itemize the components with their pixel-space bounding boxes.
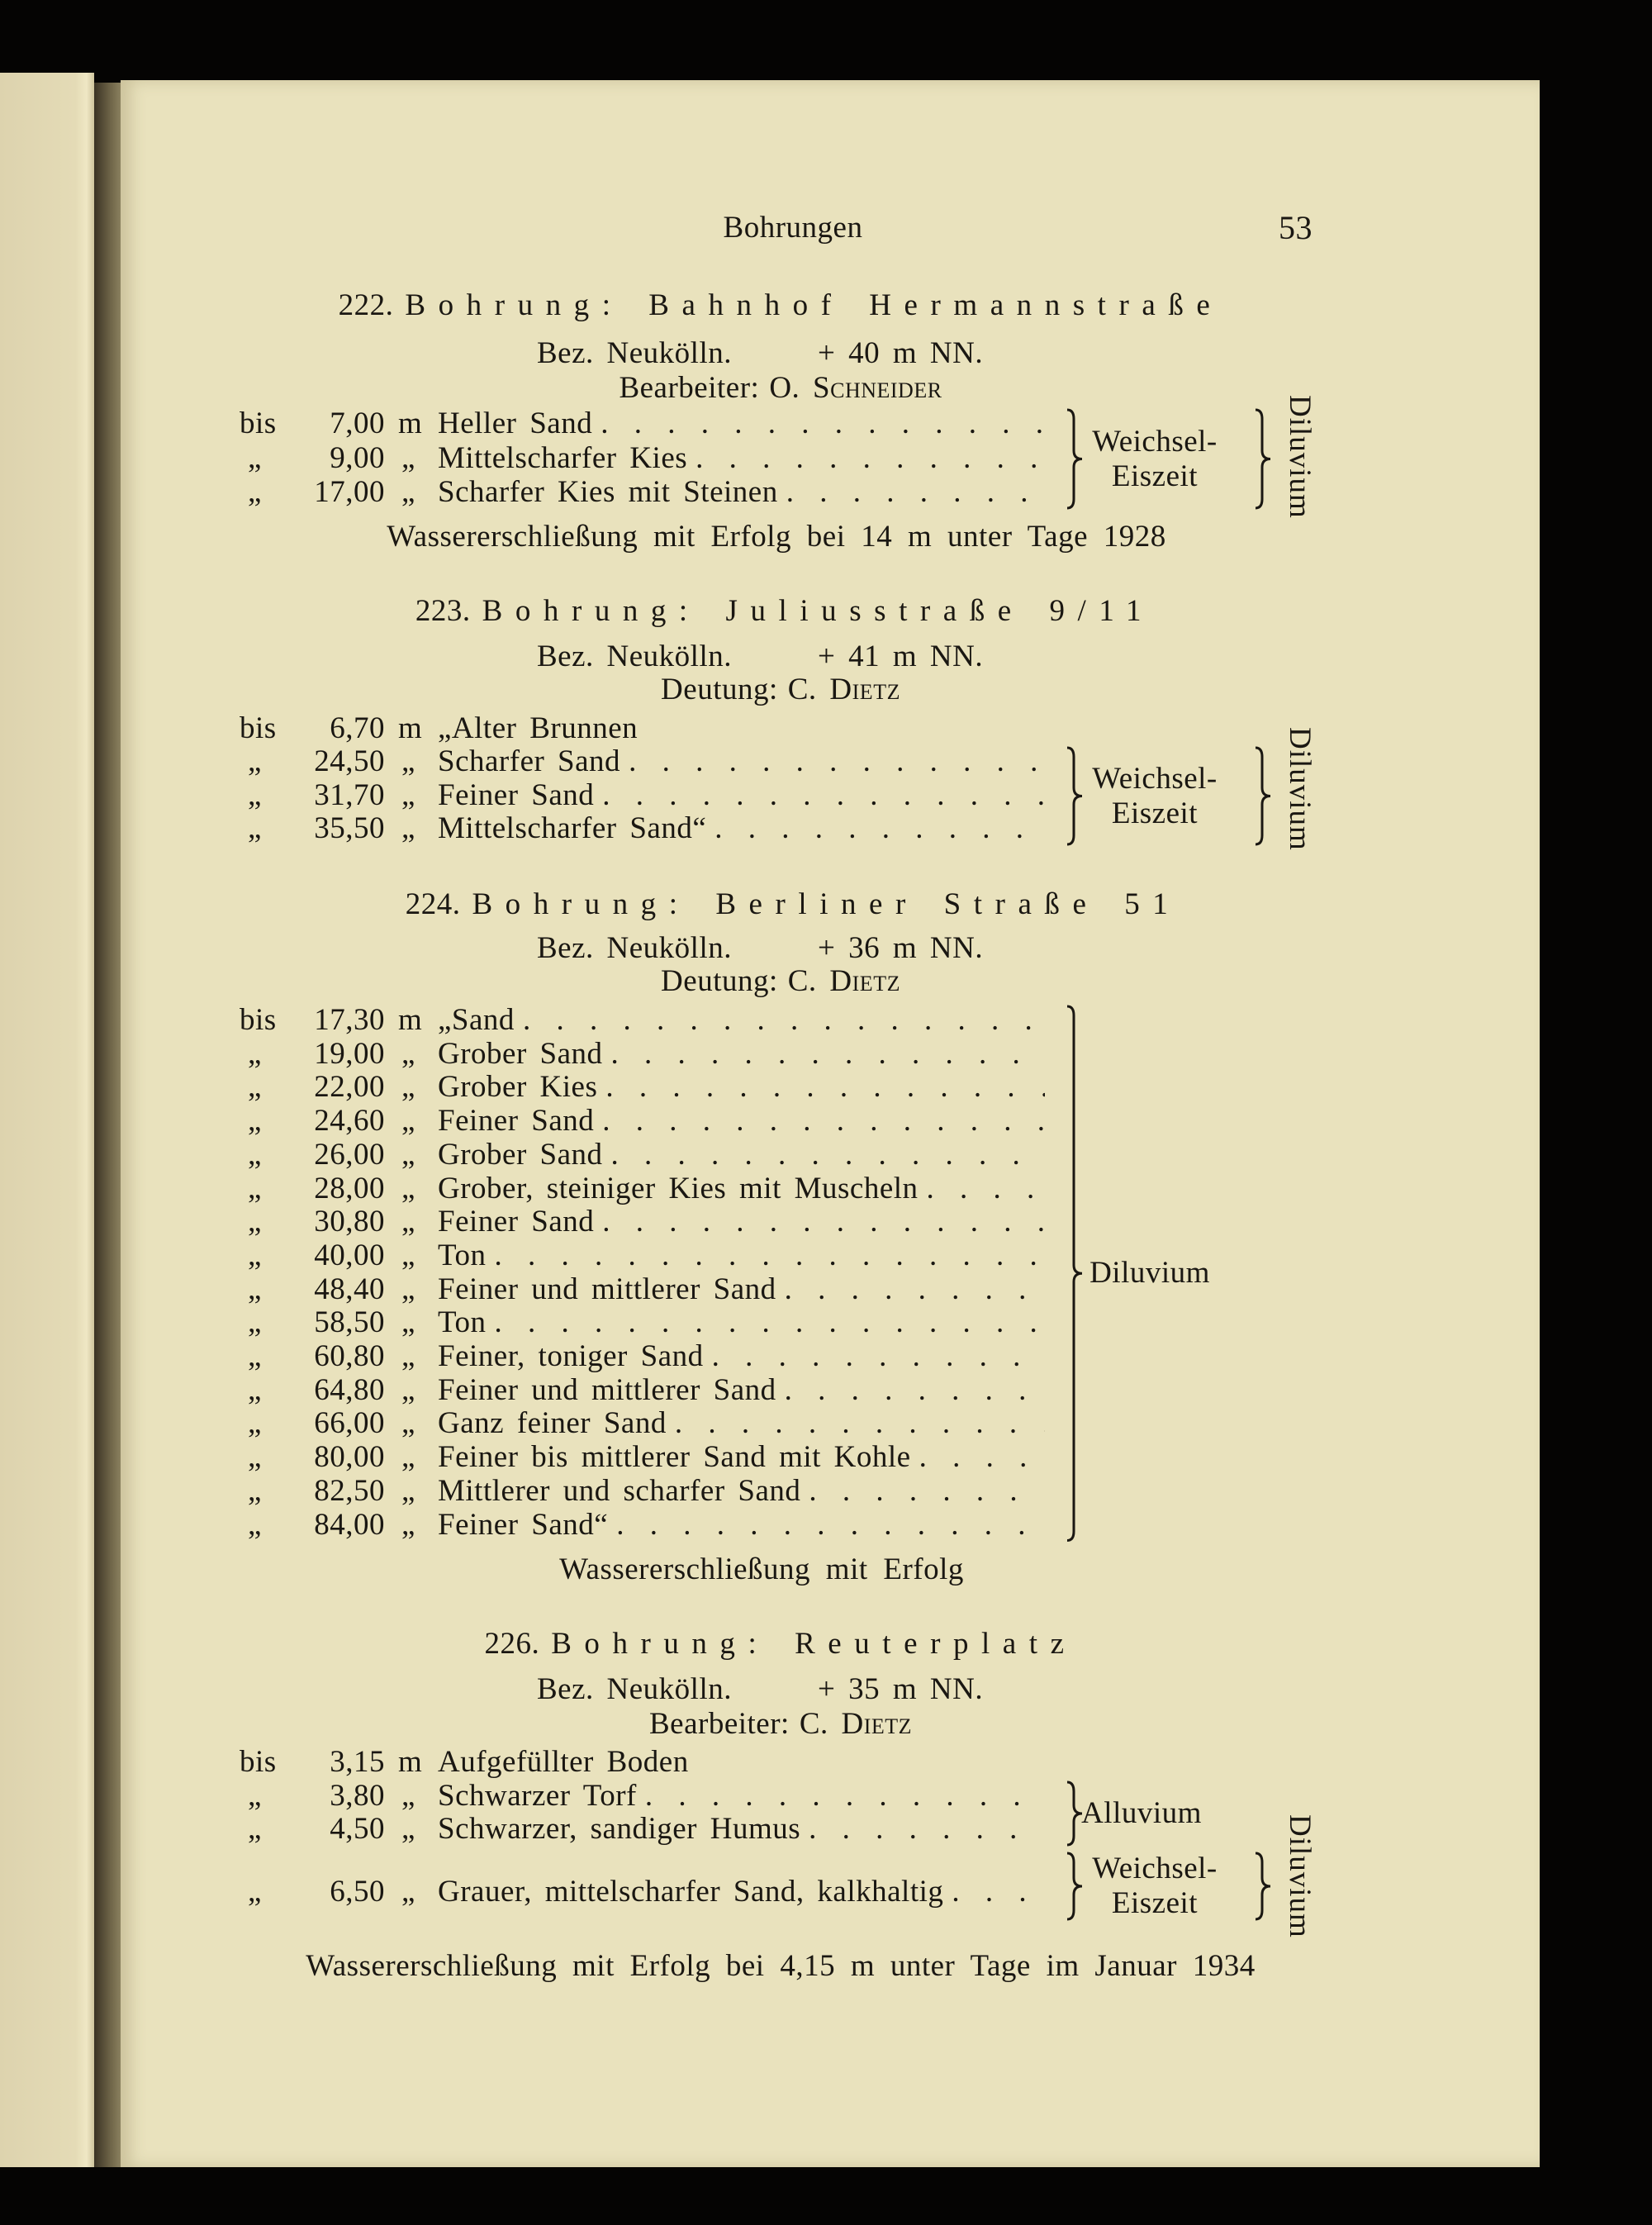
- section-heading: [406, 888, 1181, 921]
- dot-leader: [675, 1407, 1045, 1440]
- row-prefix: „: [248, 1238, 262, 1272]
- dot-leader: [919, 1441, 1045, 1474]
- layer-name: Schwarzer, sandiger Humus: [438, 1813, 801, 1846]
- dot-leader: [602, 1205, 1045, 1238]
- row-depth: 17,00: [314, 475, 385, 509]
- era-label-vertical: Diluvium: [1283, 395, 1317, 519]
- row-prefix: „: [248, 1070, 262, 1105]
- row-unit: m: [398, 1745, 423, 1779]
- row-depth: 7,00: [330, 406, 385, 440]
- layer-name: Aufgefüllter Boden: [438, 1746, 689, 1779]
- dot-leader: [952, 1876, 1045, 1909]
- row-unit: „: [401, 778, 415, 812]
- layer-name: Feiner und mittlerer Sand: [438, 1272, 776, 1306]
- layer-name: Grober Sand: [438, 1037, 603, 1071]
- row-depth: 66,00: [314, 1406, 385, 1441]
- row-layer: [438, 779, 1045, 812]
- row-depth: 80,00: [314, 1440, 385, 1475]
- row-unit: „: [401, 1372, 415, 1407]
- layer-name: Feiner Sand: [438, 1205, 595, 1239]
- era-brace: [1254, 1852, 1272, 1920]
- dot-leader: [645, 1780, 1045, 1813]
- row-unit: „: [401, 744, 415, 778]
- layer-name: Feiner Sand“: [438, 1508, 609, 1542]
- dot-leader: [629, 745, 1045, 778]
- row-depth: 3,80: [330, 1779, 385, 1813]
- row-layer: [438, 1004, 1045, 1037]
- result-line: Wassererschließung mit Erfolg bei 14 m unter Tage 1928: [387, 520, 1166, 554]
- dot-leader: [927, 1172, 1045, 1205]
- row-prefix: „: [248, 1779, 262, 1813]
- layer-name: Mittelscharfer Kies: [438, 442, 688, 475]
- row-depth: 30,80: [314, 1205, 385, 1239]
- row-depth: 31,70: [314, 778, 385, 812]
- row-prefix: „: [248, 441, 262, 475]
- credit-name: C. Dietz: [787, 964, 900, 998]
- stratum-label: Weichsel-: [1092, 761, 1218, 796]
- row-prefix: bis: [240, 406, 277, 440]
- row-depth: 40,00: [314, 1238, 385, 1272]
- row-unit: „: [401, 1137, 415, 1172]
- credit-line: [661, 965, 900, 998]
- row-unit: „: [401, 1070, 415, 1105]
- elevation: + 35 m NN.: [818, 1672, 984, 1706]
- row-prefix: „: [248, 1812, 262, 1846]
- credit-label: Deutung:: [661, 964, 778, 998]
- stratum-brace: [1066, 1006, 1084, 1542]
- row-unit: „: [401, 1036, 415, 1071]
- era-label-vertical: Diluvium: [1283, 1814, 1317, 1938]
- dot-leader: [605, 1071, 1045, 1104]
- elevation: + 36 m NN.: [818, 931, 984, 965]
- row-depth: 4,50: [330, 1812, 385, 1846]
- credit-name: O. Schneider: [769, 371, 942, 405]
- page-number: 53: [1279, 209, 1313, 246]
- row-unit: m: [398, 406, 423, 440]
- row-prefix: „: [248, 1272, 262, 1306]
- stratum-brace: [1066, 1852, 1084, 1920]
- row-layer: [438, 1746, 1181, 1779]
- row-layer: [438, 1306, 1045, 1339]
- era-label-vertical: Diluvium: [1283, 727, 1317, 851]
- row-layer: [438, 1509, 1045, 1542]
- row-layer: [438, 745, 1045, 778]
- elevation: + 40 m NN.: [818, 336, 984, 370]
- row-layer: [438, 1105, 1045, 1138]
- row-unit: „: [401, 811, 415, 845]
- row-depth: 24,50: [314, 744, 385, 778]
- result-line: Wassererschließung mit Erfolg: [559, 1552, 964, 1586]
- row-depth: 22,00: [314, 1070, 385, 1105]
- row-prefix: „: [248, 1473, 262, 1508]
- row-layer: [438, 1273, 1045, 1306]
- row-layer: [438, 1139, 1045, 1172]
- row-unit: „: [401, 1473, 415, 1508]
- row-unit: „: [401, 1875, 415, 1909]
- layer-name: „Sand: [438, 1004, 515, 1037]
- row-unit: „: [401, 1238, 415, 1272]
- section-title: Bohrung: Reuterplatz: [551, 1627, 1077, 1661]
- section-heading: [339, 289, 1223, 322]
- dot-leader: [785, 1273, 1045, 1306]
- row-unit: „: [401, 1440, 415, 1475]
- running-title: Bohrungen: [723, 211, 863, 245]
- section-number: 223.: [415, 594, 471, 628]
- row-prefix: „: [248, 811, 262, 845]
- dot-leader: [695, 442, 1045, 475]
- dot-leader: [616, 1509, 1045, 1542]
- dot-leader: [495, 1239, 1045, 1272]
- row-depth: 82,50: [314, 1473, 385, 1508]
- stratum-label: Diluvium: [1089, 1256, 1210, 1291]
- credit-label: Bearbeiter:: [648, 1707, 790, 1741]
- credit-line: [649, 1708, 912, 1741]
- credit-line: [661, 673, 900, 706]
- row-depth: 24,60: [314, 1104, 385, 1139]
- row-prefix: „: [248, 744, 262, 778]
- row-layer: [438, 1340, 1045, 1373]
- row-layer: [438, 1038, 1045, 1071]
- credit-name: C. Dietz: [787, 673, 900, 706]
- elevation: + 41 m NN.: [818, 639, 984, 673]
- row-prefix: „: [248, 1137, 262, 1172]
- row-unit: m: [398, 711, 423, 745]
- row-depth: 64,80: [314, 1372, 385, 1407]
- row-prefix: „: [248, 475, 262, 509]
- row-layer: [438, 1407, 1045, 1440]
- dot-leader: [602, 1105, 1045, 1138]
- dot-leader: [714, 812, 1045, 845]
- row-depth: 35,50: [314, 811, 385, 845]
- row-layer: [438, 1239, 1045, 1272]
- row-prefix: „: [248, 778, 262, 812]
- credit-label: Bearbeiter:: [619, 371, 760, 405]
- layer-name: Schwarzer Torf: [438, 1780, 637, 1813]
- row-layer: [438, 712, 1181, 745]
- layer-name: Grober, steiniger Kies mit Muscheln: [438, 1172, 919, 1205]
- row-layer: [438, 1813, 1045, 1846]
- row-prefix: „: [248, 1171, 262, 1205]
- row-unit: „: [401, 1104, 415, 1139]
- row-unit: m: [398, 1003, 423, 1037]
- stratum-label: Alluvium: [1081, 1796, 1202, 1830]
- row-prefix: „: [248, 1036, 262, 1071]
- row-layer: [438, 1205, 1045, 1238]
- layer-name: Heller Sand: [438, 407, 593, 440]
- row-layer: [438, 812, 1045, 845]
- layer-name: Scharfer Kies mit Steinen: [438, 476, 778, 509]
- row-unit: „: [401, 475, 415, 509]
- stratum-brace: [1066, 747, 1084, 845]
- row-layer: [438, 1441, 1045, 1474]
- layer-name: Feiner Sand: [438, 779, 595, 812]
- row-depth: 6,70: [330, 711, 385, 745]
- row-unit: „: [401, 1779, 415, 1813]
- stratum-label: Eiszeit: [1111, 796, 1199, 830]
- row-depth: 48,40: [314, 1272, 385, 1306]
- row-unit: „: [401, 1305, 415, 1340]
- section-title: Bohrung: Bahnhof Hermannstraße: [405, 288, 1223, 322]
- row-unit: „: [401, 1406, 415, 1441]
- row-unit: „: [401, 1507, 415, 1542]
- location: Bez. Neukölln.: [537, 931, 732, 965]
- stratum-label: Weichsel-: [1092, 1852, 1218, 1885]
- section-number: 226.: [484, 1627, 540, 1661]
- row-depth: 26,00: [314, 1137, 385, 1172]
- row-prefix: „: [248, 1372, 262, 1407]
- row-depth: 60,80: [314, 1339, 385, 1373]
- previous-page-edge: [0, 73, 94, 2167]
- layer-name: Ganz feiner Sand: [438, 1407, 667, 1441]
- row-prefix: bis: [240, 1745, 277, 1779]
- layer-name: Feiner, toniger Sand: [438, 1340, 704, 1373]
- row-layer: [438, 1876, 1045, 1909]
- section-number: 222.: [338, 288, 394, 322]
- row-prefix: „: [248, 1104, 262, 1139]
- layer-name: Grauer, mittelscharfer Sand, kalkhaltig: [438, 1876, 944, 1909]
- book-gutter: [94, 83, 121, 2167]
- layer-name: „Alter Brunnen: [438, 712, 638, 745]
- layer-name: Feiner Sand: [438, 1105, 595, 1139]
- row-prefix: „: [248, 1406, 262, 1441]
- layer-name: Feiner bis mittlerer Sand mit Kohle: [438, 1441, 911, 1475]
- row-unit: „: [401, 1171, 415, 1205]
- section-title: Bohrung: Juliusstraße 9/11: [482, 594, 1155, 628]
- layer-name: Ton: [438, 1238, 487, 1272]
- layer-name: Ton: [438, 1306, 487, 1340]
- credit-label: Deutung:: [661, 673, 778, 706]
- location: Bez. Neukölln.: [537, 639, 732, 673]
- dot-leader: [785, 1374, 1045, 1407]
- stratum-label: Eiszeit: [1111, 1886, 1199, 1920]
- dot-leader: [611, 1038, 1045, 1071]
- row-layer: [438, 1071, 1045, 1104]
- layer-name: Grober Sand: [438, 1138, 603, 1172]
- era-brace: [1254, 747, 1272, 845]
- section-heading: [484, 1628, 1076, 1661]
- row-prefix: bis: [240, 711, 277, 745]
- dot-leader: [712, 1340, 1045, 1373]
- row-depth: 9,00: [330, 441, 385, 475]
- row-layer: [438, 442, 1045, 475]
- row-depth: 19,00: [314, 1036, 385, 1071]
- row-layer: [438, 1172, 1045, 1205]
- stratum-brace: [1066, 409, 1084, 509]
- layer-name: Feiner und mittlerer Sand: [438, 1373, 776, 1407]
- result-line: Wassererschließung mit Erfolg bei 4,15 m unter Tage im Januar 1934: [306, 1949, 1256, 1983]
- dot-leader: [611, 1139, 1045, 1172]
- layer-name: Mittlerer und scharfer Sand: [438, 1474, 801, 1508]
- row-unit: „: [401, 1339, 415, 1373]
- section-number: 224.: [405, 887, 461, 921]
- stratum-label: Eiszeit: [1111, 459, 1199, 493]
- dot-leader: [809, 1475, 1045, 1508]
- stratum-label: Weichsel-: [1092, 424, 1218, 459]
- row-depth: 84,00: [314, 1507, 385, 1542]
- row-prefix: „: [248, 1305, 262, 1340]
- credit-line: [619, 372, 942, 405]
- row-prefix: „: [248, 1339, 262, 1373]
- section-heading: [415, 595, 1154, 628]
- row-depth: 58,50: [314, 1305, 385, 1340]
- layer-name: Mittelscharfer Sand“: [438, 812, 707, 845]
- row-unit: „: [401, 1272, 415, 1306]
- dot-leader: [601, 407, 1045, 440]
- row-prefix: bis: [240, 1003, 277, 1037]
- dot-leader: [523, 1004, 1045, 1037]
- row-unit: „: [401, 441, 415, 475]
- row-layer: [438, 1475, 1045, 1508]
- row-depth: 17,30: [314, 1003, 385, 1037]
- dot-leader: [495, 1306, 1045, 1339]
- row-depth: 28,00: [314, 1171, 385, 1205]
- layer-name: Grober Kies: [438, 1071, 598, 1105]
- dot-leader: [809, 1813, 1045, 1846]
- row-layer: [438, 1780, 1045, 1813]
- location: Bez. Neukölln.: [537, 336, 732, 370]
- row-layer: [438, 1374, 1045, 1407]
- dot-leader: [786, 476, 1045, 509]
- credit-name: C. Dietz: [799, 1707, 913, 1741]
- layer-name: Scharfer Sand: [438, 745, 621, 778]
- row-depth: 3,15: [330, 1745, 385, 1779]
- era-brace: [1254, 409, 1272, 509]
- row-prefix: „: [248, 1875, 262, 1909]
- row-layer: [438, 476, 1045, 509]
- location: Bez. Neukölln.: [537, 1672, 732, 1706]
- section-title: Bohrung: Berliner Straße 51: [472, 887, 1181, 921]
- row-prefix: „: [248, 1440, 262, 1475]
- row-prefix: „: [248, 1205, 262, 1239]
- row-prefix: „: [248, 1507, 262, 1542]
- row-unit: „: [401, 1205, 415, 1239]
- row-unit: „: [401, 1812, 415, 1846]
- dot-leader: [602, 779, 1045, 812]
- row-layer: [438, 407, 1045, 440]
- row-depth: 6,50: [330, 1875, 385, 1909]
